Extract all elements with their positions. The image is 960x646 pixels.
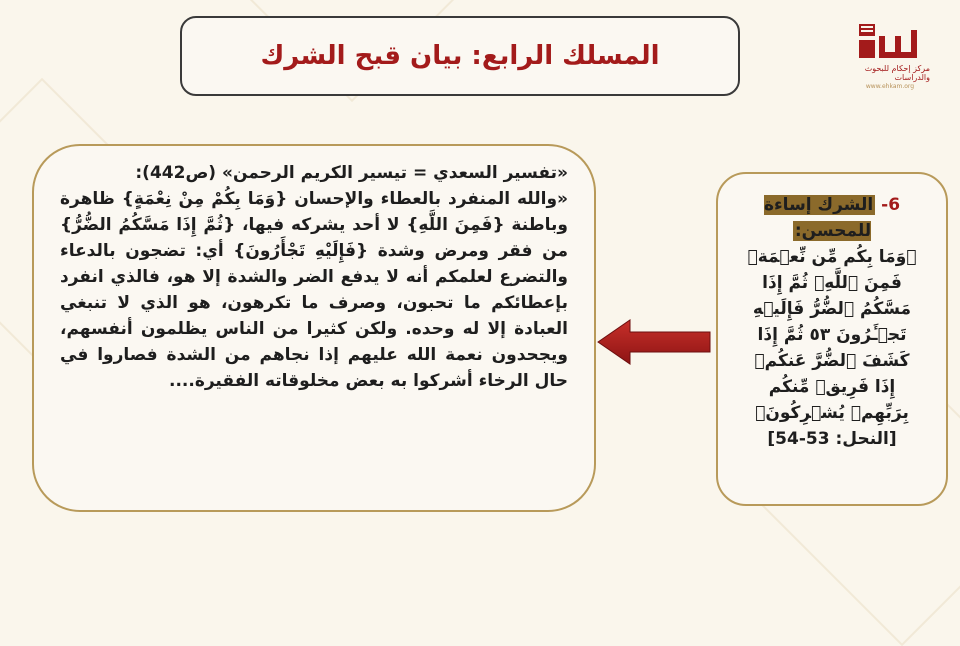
page-title: المسلك الرابع: بيان قبح الشرك bbox=[260, 41, 660, 71]
logo bbox=[850, 22, 930, 102]
arrow-left-icon bbox=[596, 316, 712, 368]
main-text-box bbox=[32, 144, 596, 512]
side-heading-text: الشرك إساءة للمحسن: bbox=[763, 195, 874, 241]
side-reference: [النحل: 53-54] bbox=[767, 429, 897, 449]
logo-tagline: مركز إحكام للبحوث والدراسات bbox=[864, 64, 930, 82]
title-box bbox=[180, 16, 740, 96]
side-verse-box bbox=[716, 172, 948, 506]
logo-icon bbox=[855, 22, 925, 62]
side-verse: ﴿وَمَا بِكُم مِّن نِّعۡمَةٖ فَمِنَ ٱللَّهِۖ ثُمَّ إِذَا مَسَّكُمُ ٱلضُّرُّ فَإِلَيۡهِ تَجۡـَٔرُونَ ٥٣ ثُمَّ إِذَا كَشَفَ ٱلضُّرَّ عَنكُمۡ إِذَا فَرِيقٞ مِّنكُم بِرَبِّهِمۡ يُشۡرِكُونَ﴾ bbox=[747, 247, 917, 423]
side-heading bbox=[742, 192, 922, 244]
side-number: 6- bbox=[881, 195, 901, 215]
main-text-body: «والله المنفرد بالعطاء والإحسان {وَمَا بِكُمْ مِنْ نِعْمَةٍ} ظاهرة وباطنة {فَمِنَ اللَّهِ} لا أحد يشركه فيها، {ثُمَّ إِذَا مَسَّكُمُ الضُّرُّ} من فقر ومرض وشدة {فَإِلَيْهِ تَجْأَرُونَ} أي: تضجون بالدعاء والتضرع لعلمكم أنه لا يدفع الضر والشدة إلا هو، فالذي انفرد بإعطائكم ما تحبون، وصرف ما تكرهون، هو الذي لا تنبغي العبادة إلا له وحده. ولكن كثيرا من الناس يظلمون أنفسهم، ويجحدون نعمة الله عليهم إذا نجاهم من الشدة فصاروا في حال الرخاء أشركوا به بعض مخلوقاته الفقيرة.... bbox=[60, 189, 568, 391]
logo-subtext: www.ehkam.org bbox=[865, 83, 915, 90]
main-text-source: «تفسير السعدي = تيسير الكريم الرحمن» (ص442): bbox=[135, 163, 568, 183]
